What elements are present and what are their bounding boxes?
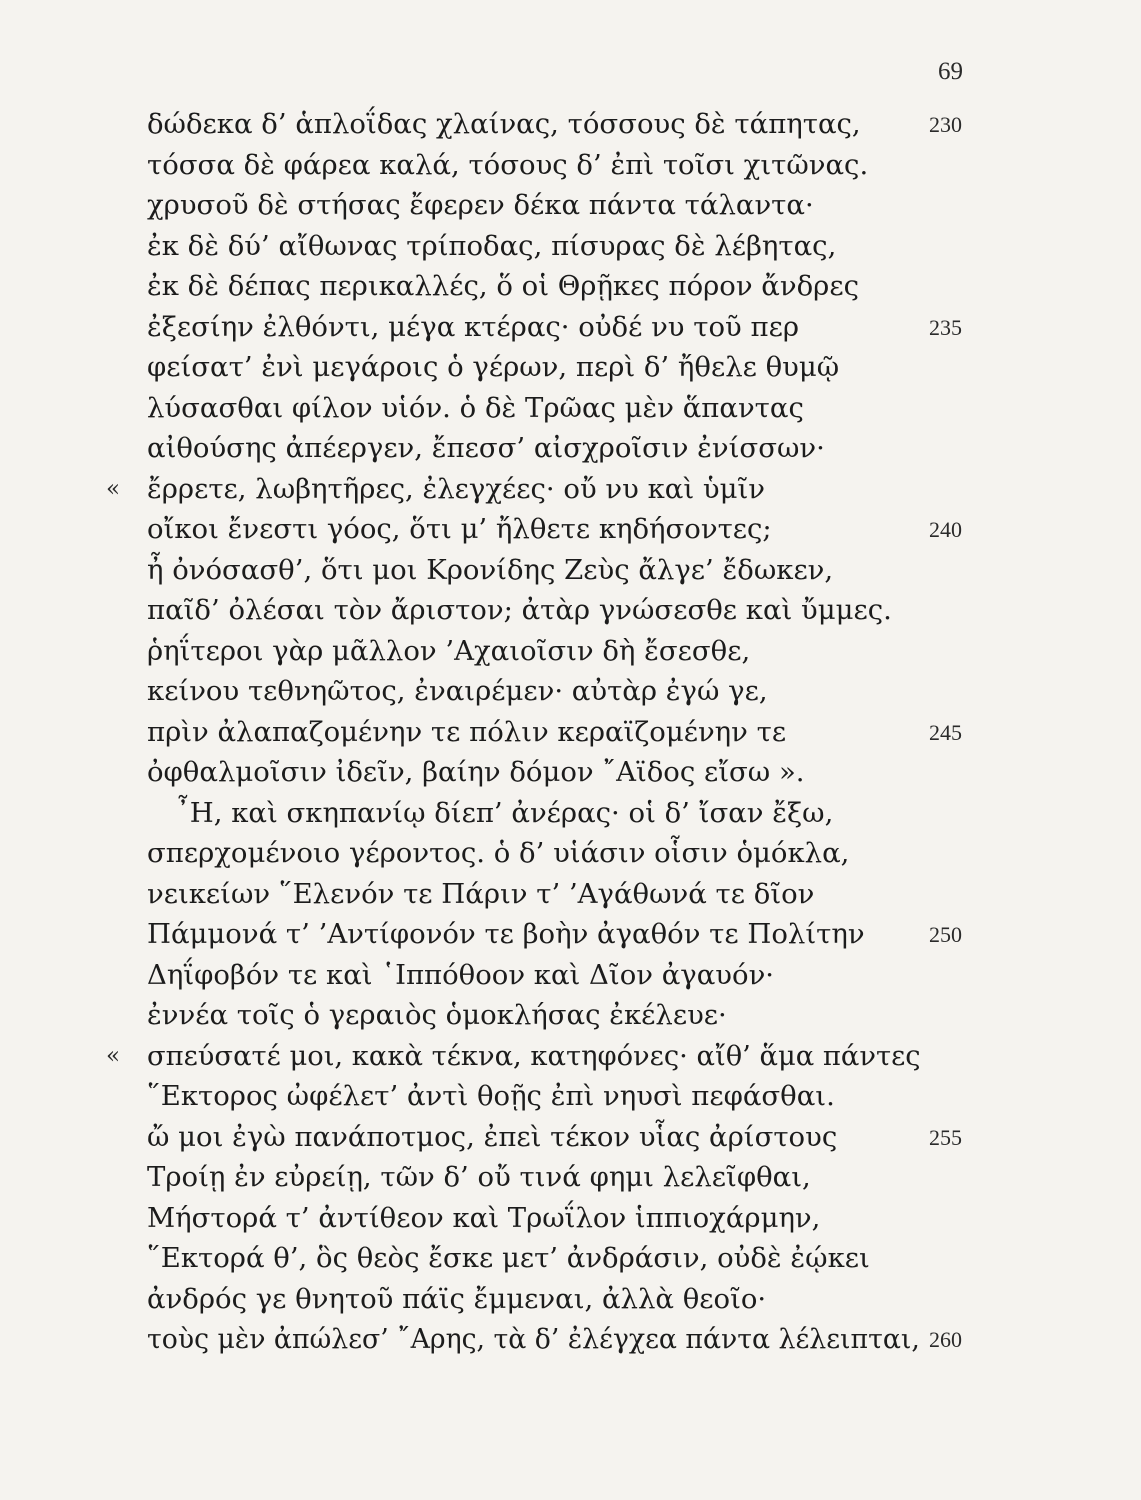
verse-text: ῏Η, καὶ σκηπανίῳ δίεπ’ ἀνέρας· οἱ δ’ ἴσαν ἔξω, [176, 796, 834, 829]
verse-text: Τροίῃ ἐν εὐρείῃ, τῶν δ’ οὔ τινά φημι λελεῖφθαι, [147, 1161, 811, 1193]
verse-line [0, 953, 1141, 998]
verse-text: ἐκ δὲ δέπας περικαλλές, ὅ οἱ Θρῇκες πόρον ἄνδρες [147, 270, 859, 302]
speech-quote-mark: « [106, 475, 121, 502]
verse-line [0, 912, 1141, 957]
line-number: 230 [929, 112, 962, 137]
line-number: 240 [929, 517, 962, 542]
verse-text: Πάμμονά τ’ ’Αντίφονόν τε βοὴν ἀγαθόν τε Πολίτην [147, 918, 865, 950]
verse-text: ῞Εκτορος ὠφέλετ’ ἀντὶ θοῇς ἐπὶ νηυσὶ πεφάσθαι. [147, 1080, 835, 1112]
verse-text: παῖδ’ ὀλέσαι τὸν ἄριστον; ἀτὰρ γνώσεσθε καὶ ὔμμες. [147, 594, 892, 626]
verse-text: ἀνδρός γε θνητοῦ πάϊς ἔμμεναι, ἀλλὰ θεοῖο· [147, 1282, 767, 1315]
verse-text: ἐξεσίην ἐλθόντι, μέγα κτέρας· οὐδέ νυ τοῦ περ [147, 310, 799, 343]
verse-text: οἴκοι ἔνεστι γόος, ὅτι μ’ ἤλθετε κηδήσοντες; [147, 513, 772, 545]
verse-line [0, 305, 1141, 350]
verse-line [0, 872, 1141, 917]
verse-line [0, 1155, 1141, 1200]
verse-line [0, 467, 1141, 512]
verse-line [0, 831, 1141, 876]
verse-text: φείσατ’ ἐνὶ μεγάροις ὁ γέρων, περὶ δ’ ἤθελε θυμῷ [147, 351, 840, 383]
verse-line [0, 224, 1141, 269]
verse-text: ἐκ δὲ δύ’ αἴθωνας τρίποδας, πίσυρας δὲ λέβητας, [147, 229, 837, 262]
verse-line [0, 629, 1141, 674]
verse-line [0, 345, 1141, 390]
verse-text: δώδεκα δ’ ἁπλοΐδας χλαίνας, τόσσους δὲ τάπητας, [147, 108, 861, 140]
page-number: 69 [938, 58, 963, 85]
verse-text: Δηΐφοβόν τε καὶ ῾Ιππόθοον καὶ Δῖον ἀγαυόν· [147, 958, 775, 991]
verse-text: τόσσα δὲ φάρεα καλά, τόσους δ’ ἐπὶ τοῖσι χιτῶνας. [147, 148, 869, 181]
verse-line [0, 588, 1141, 633]
verse-text: κείνου τεθνηῶτος, ἐναιρέμεν· αὐτὰρ ἐγώ γε, [147, 675, 768, 707]
verse-text: τοὺς μὲν ἀπώλεσ’ ῎Αρης, τὰ δ’ ἐλέγχεα πάντα λέλειπται, [147, 1323, 920, 1355]
verse-text: ἔρρετε, λωβητῆρες, ἐλεγχέες· οὔ νυ καὶ ὑμῖν [147, 472, 765, 505]
verse-text: σπερχομένοιο γέροντος. ὁ δ’ υἱάσιν οἷσιν ὁμόκλα, [147, 837, 850, 869]
line-number: 255 [929, 1124, 962, 1150]
line-number: 260 [929, 1327, 962, 1352]
verse-text: ὤ μοι ἐγὼ πανάποτμος, ἐπεὶ τέκον υἷας ἀρίστους [147, 1120, 838, 1153]
verse-line [0, 386, 1141, 431]
verse-text: ἐννέα τοῖς ὁ γεραιὸς ὁμοκλήσας ἐκέλευε· [147, 999, 727, 1031]
verse-text: Μήστορά τ’ ἀντίθεον καὶ Τρωΐλον ἱππιοχάρμην, [147, 1201, 821, 1234]
verse-line [0, 993, 1141, 1038]
verse-text: πρὶν ἀλαπαζομένην τε πόλιν κεραϊζομένην τε [147, 715, 787, 748]
verse-line [0, 1074, 1141, 1119]
verse-text: σπεύσατέ μοι, κακὰ τέκνα, κατηφόνες· αἴθ’ ἅμα πάντες [147, 1039, 921, 1072]
verse-line [0, 102, 1141, 147]
verse-line [0, 264, 1141, 309]
verse-line [0, 1034, 1141, 1079]
verse-text: ὀφθαλμοῖσιν ἰδεῖν, βαίην δόμον ῎Αϊδος εἴσω ». [147, 756, 805, 788]
verse-line [0, 426, 1141, 471]
line-number: 245 [929, 719, 962, 745]
verse-line [0, 1277, 1141, 1322]
speech-quote-mark: « [106, 1042, 121, 1069]
verse-text: νεικείων ῞Ελενόν τε Πάριν τ’ ’Αγάθωνά τε δῖον [147, 877, 815, 910]
verse-line [0, 143, 1141, 188]
verse-text: ἦ ὀνόσασθ’, ὅτι μοι Κρονίδης Ζεὺς ἄλγε’ ἔδωκεν, [147, 553, 834, 586]
verse-line [0, 669, 1141, 714]
verse-line [0, 791, 1141, 836]
verse-text: ῞Εκτορά θ’, ὃς θεὸς ἔσκε μετ’ ἀνδράσιν, οὐδὲ ἐῴκει [147, 1242, 870, 1274]
line-number: 235 [929, 314, 962, 340]
verse-line [0, 1317, 1141, 1362]
verse-line [0, 507, 1141, 552]
verse-text: χρυσοῦ δὲ στήσας ἔφερεν δέκα πάντα τάλαντα· [147, 189, 814, 221]
verse-line [0, 1236, 1141, 1281]
verse-line [0, 183, 1141, 228]
verse-text: ῥηΐτεροι γὰρ μᾶλλον ’Αχαιοῖσιν δὴ ἔσεσθε, [147, 634, 751, 667]
verse-text: αἰθούσης ἀπέεργεν, ἔπεσσ’ αἰσχροῖσιν ἐνίσσων· [147, 432, 825, 464]
verse-line [0, 1115, 1141, 1160]
verse-line [0, 710, 1141, 755]
line-number: 250 [929, 922, 962, 947]
verse-line [0, 548, 1141, 593]
verse-line [0, 750, 1141, 795]
verse-line [0, 1196, 1141, 1241]
verse-text: λύσασθαι φίλον υἱόν. ὁ δὲ Τρῶας μὲν ἅπαντας [147, 391, 804, 424]
